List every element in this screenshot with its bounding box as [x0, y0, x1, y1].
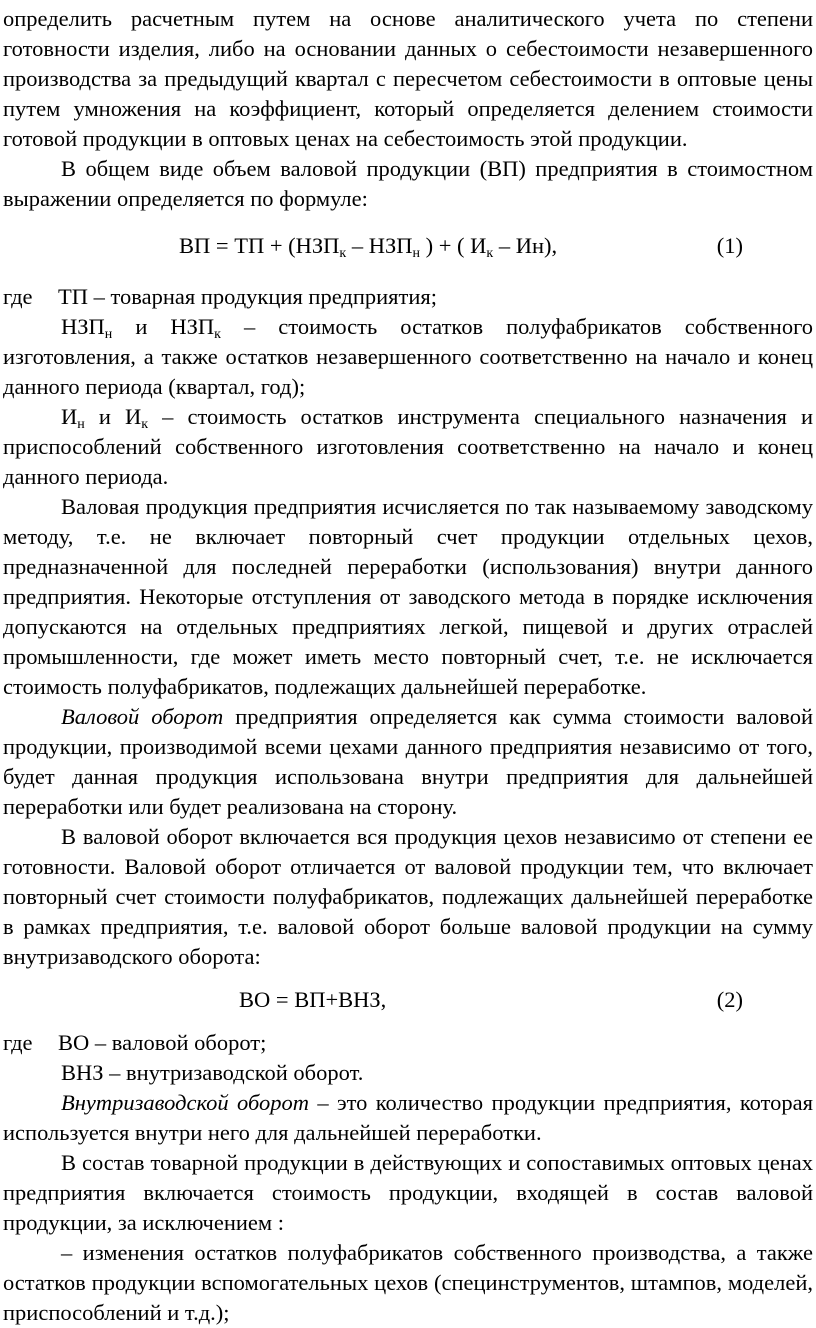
paragraph-intra-factory-turnover: Внутризаводской оборот – это количество продукции предприятия, которая используется внутри него для дальнейшей переработки. [3, 1090, 813, 1145]
definition-tp: где ТП – товарная продукция предприятия; [3, 284, 438, 309]
formula-expression: ВП = ТП + ($НЗП_к - НЗП_н$ ) + ( $И_к - Ин$), [179, 233, 558, 261]
paragraph-valuation-methods: определить расчетным путем на основе аналитического учета по степени готовности изделия, либо на основании данных о себестоимости незавершенного производства за предыдущий квартал с пересчетом себестоимости в оптовые цены путем умножения на коэффициент, который определяется делением стоимости готовой продукции в оптовых ценах на себестоимость этой продукции. [3, 6, 813, 151]
definition-vo: где ВО – валовой оборот; [3, 1030, 267, 1055]
definition-instruments: $И_н$ и $И_к$ – стоимость остатков инструмента специального назначения и приспособлений собственного изготовления соответственно на начало и конец данного периода. [3, 404, 813, 489]
formula-gross-output [3, 231, 813, 261]
paragraph-factory-method: Валовая продукция предприятия исчисляется по так называемому заводскому методу, т.е. не включает повторный счет продукции отдельных цехов, предназначенной для последней переработки (использования) внутри данного предприятия. Некоторые отступления от заводского метода в порядке исключения допускаются на отдельных предприятиях легкой, пищевой и других отраслей промышленности, где может иметь место повторный счет, т.е. не исключается стоимость полуфабрикатов, подлежащих дальнейшей переработке. [3, 494, 813, 699]
paragraph-gross-turnover: Валовой оборот предприятия определяется как сумма стоимости валовой продукции, производимой всеми цехами данного предприятия независимо от того, будет данная продукция использована внутри предприятия для дальнейшей переработки или будет реализована на сторону. [3, 704, 813, 819]
paragraph-gross-output-intro: В общем виде объем валовой продукции (ВП) предприятия в стоимостном выражении определяется по формуле: [3, 156, 813, 211]
formula-number: (1) [716, 233, 743, 258]
formula-expression: ВО = ВП+ВНЗ, [239, 987, 387, 1012]
formula-number: (2) [716, 987, 743, 1012]
definition-nzp: $НЗП_н$ и $НЗП_к$ – стоимость остатков полуфабрикатов собственного изготовления, а также остатков незавершенного соответственно на начало и конец данного периода (квартал, год); [3, 314, 814, 399]
paragraph-commodity-output: В состав товарной продукции в действующих и сопоставимых оптовых ценах предприятия включается стоимость продукции, входящей в состав валовой продукции, за исключением : [3, 1150, 813, 1235]
formula-gross-turnover [3, 985, 813, 1015]
definition-vnz: ВНЗ – внутризаводской оборот. [61, 1060, 364, 1085]
paragraph-turnover-composition: В валовой оборот включается вся продукция цехов независимо от степени ее готовности. Валовой оборот отличается от валовой продукции тем, что включает повторный счет стоимости полуфабрикатов, подлежащих дальнейшей переработке в рамках предприятия, т.е. валовой оборот больше валовой продукции на сумму внутризаводского оборота: [3, 824, 813, 969]
list-item-exclusion: – изменения остатков полуфабрикатов собственного производства, а также остатков продукции вспомогательных цехов (специнструментов, штампов, моделей, приспособлений и т.д.); [3, 1240, 813, 1325]
